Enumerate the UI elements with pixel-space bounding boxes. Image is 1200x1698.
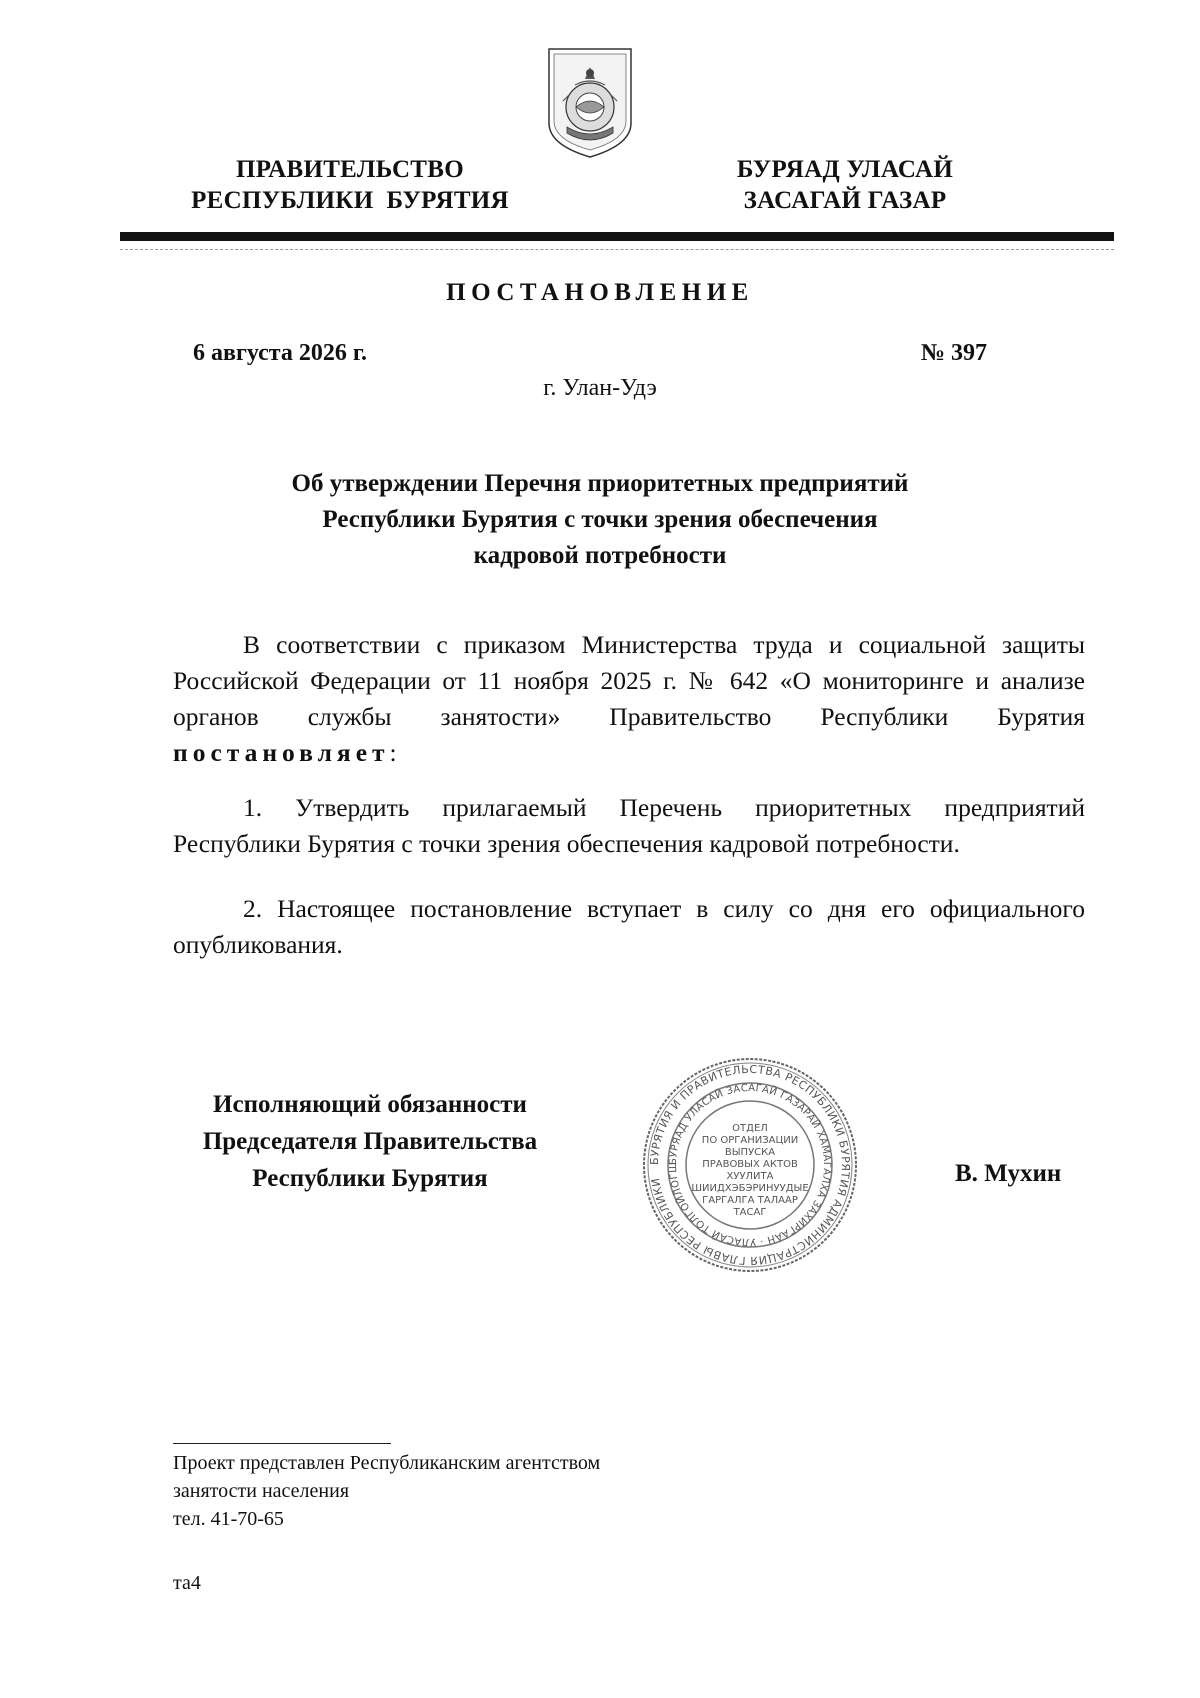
header-left-line1: ПРАВИТЕЛЬСТВО — [236, 156, 464, 183]
subject-line3: кадровой потребности — [473, 542, 727, 569]
intro-text: В соответствии с приказом Министерства труда и социальной защиты Российской Федерации от 11 ноября 2025 г. № 642 «О мониторинге и анализе органов службы занятости» Правительство Республики Бурятия — [173, 630, 1085, 731]
signatory-line3: Республики Бурятия — [252, 1165, 488, 1192]
svg-text:ПО ОРГАНИЗАЦИИ: ПО ОРГАНИЗАЦИИ — [701, 1135, 799, 1146]
svg-text:ХУУЛИТА: ХУУЛИТА — [726, 1171, 774, 1182]
svg-text:ГАРГАЛГА ТАЛААР: ГАРГАЛГА ТАЛААР — [702, 1195, 798, 1206]
svg-text:ОТДЕЛ: ОТДЕЛ — [732, 1123, 768, 1134]
signatory-line1: Исполняющий обязанности — [213, 1091, 527, 1118]
item-2: 2. Настоящее постановление вступает в силу со дня его официального опубликования. — [173, 894, 1085, 959]
official-stamp — [640, 1055, 860, 1275]
header-left — [150, 154, 550, 216]
footer-divider — [173, 1443, 391, 1444]
footer-phone: тел. 41-70-65 — [173, 1508, 284, 1530]
footer-line1: Проект представлен Республиканским агентством — [173, 1452, 601, 1474]
signatory-line2: Председателя Правительства — [202, 1128, 538, 1155]
subject-line1: Об утверждении Перечня приоритетных предприятий — [291, 470, 909, 497]
coat-of-arms-emblem — [545, 45, 635, 160]
header-divider-thin — [120, 249, 1114, 250]
document-date: 6 августа 2026 г. — [193, 340, 368, 366]
document-title: ПОСТАНОВЛЕНИЕ — [446, 279, 754, 306]
footer-note — [173, 1449, 873, 1533]
item-1: 1. Утвердить прилагаемый Перечень приоритетных предприятий Республики Бурятия с точки зрения обеспечения кадровой потребности. — [173, 793, 1085, 858]
header-right-line1: БУРЯАД УЛАСАЙ — [736, 156, 954, 183]
footer-line2: занятости населения — [173, 1480, 350, 1502]
resolves-word: постановляет — [173, 738, 390, 767]
document-number: № 397 — [920, 340, 987, 366]
subject-line2: Республики Бурятия с точки зрения обеспечения — [322, 506, 878, 533]
footer-code: та4 — [173, 1572, 201, 1594]
resolves-colon: : — [389, 738, 397, 767]
intro-paragraph — [173, 627, 1085, 771]
header-left-line2: РЕСПУБЛИКИ БУРЯТИЯ — [191, 187, 509, 214]
svg-text:БУРЯАД УЛАСАЙ ЗАСАГАЙ ГАЗАРАЙ: БУРЯАД УЛАСАЙ ЗАСАГАЙ ГАЗАРАЙ ХАМАГАЛХА ЗАХИРГААН · УЛАСАЙ ТОЛГОЙЛОГШ — [667, 1082, 833, 1248]
header-right — [680, 154, 1010, 216]
document-subject — [0, 466, 1200, 574]
svg-text:БУРЯТИЯ И ПРАВИТЕЛЬСТВА РЕСПУБ: БУРЯТИЯ И ПРАВИТЕЛЬСТВА РЕСПУБЛИКИ БУРЯТИЯ АДМИНИСТРАЦИЯ ГЛАВЫ РЕСПУБЛИКИ — [647, 1062, 853, 1268]
signatory-title — [160, 1086, 580, 1197]
document-city: г. Улан-Удэ — [543, 375, 657, 401]
header-divider-thick — [120, 232, 1114, 241]
svg-text:ВЫПУСКА: ВЫПУСКА — [724, 1147, 776, 1158]
svg-text:ТАСАГ: ТАСАГ — [733, 1207, 767, 1218]
header-right-line2: ЗАСАГАЙ ГАЗАР — [743, 187, 947, 214]
signatory-name: В. Мухин — [955, 1160, 1062, 1187]
svg-text:ПРАВОВЫХ АКТОВ: ПРАВОВЫХ АКТОВ — [702, 1159, 798, 1170]
svg-text:ШИИДХЭБЭРИНУУДЫЕ: ШИИДХЭБЭРИНУУДЫЕ — [691, 1183, 809, 1194]
